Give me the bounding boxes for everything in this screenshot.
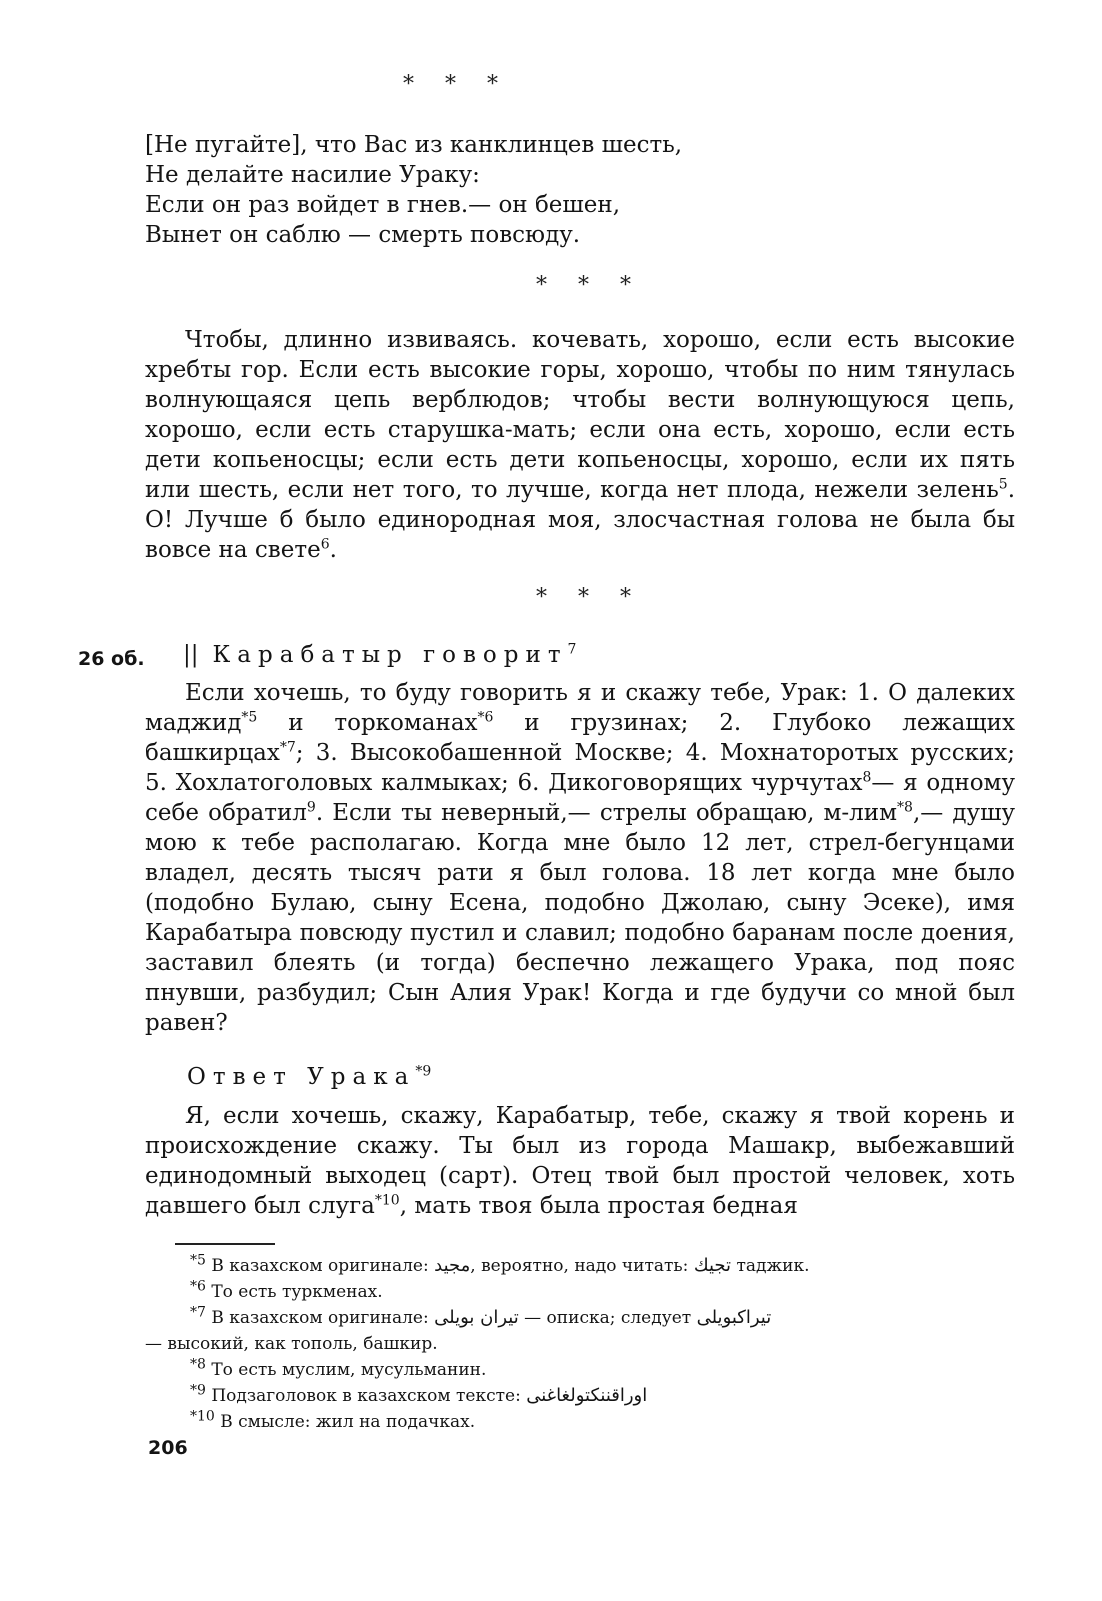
section-separator: * * *	[403, 72, 510, 97]
footnote-ref: 5	[998, 476, 1008, 493]
footnote-ref: *10	[374, 1192, 400, 1209]
footnote: $^{*9}$ Подзаголовок в казахском тексте: اوراقننكتولغاغنی	[190, 1382, 648, 1406]
arabic-script-word: تیراكبویلی	[696, 1307, 772, 1328]
footnote-ref: *5	[241, 709, 258, 726]
footnote-divider	[175, 1243, 275, 1245]
poem-line: Если он раз войдет в гнев.— он бешен,	[145, 192, 621, 218]
footnote-ref: *6	[477, 709, 494, 726]
arabic-script-word: تیران بویلی	[434, 1307, 519, 1328]
footnote-ref: 6	[320, 536, 330, 553]
footnote: $^{*5}$ В казахском оригинале: مجید, вероятно, надо читать: تجیك таджик.	[190, 1252, 810, 1276]
section-separator: * * *	[536, 273, 643, 298]
footnote: $^{*10}$ В смысле: жил на подачках.	[190, 1408, 476, 1432]
footnote-ref: *7	[279, 739, 296, 756]
section-heading: || Карабатыр говорит$^7$	[183, 641, 577, 668]
paragraph: Если хочешь, то буду говорить я и скажу тебе, Урак: 1. О далеких маджид$^{*5}$ и торкоманах$^{*6}$ и грузинах; 2. Глубоко лежащих башкирцах$^{*7}$; 3. Высокобашенной Москве; 4. Мохнаторотых русских; 5. Хохлатоголовых калмыках; 6. Дикоговорящих чурчутах$^8$— я одному себе обратил$^9$. Если ты неверный,— стрелы обращаю, м-лим$^{*8}$,— душу мою к тебе располагаю. Когда мне было 12 лет, стрел-бегунцами владел, десять тысяч рати я был голова. 18 лет когда мне было (подобно Булаю, сыну Есена, подобно Джолаю, сыну Эсеке), имя Карабатыра повсюду пустил и славил; подобно баранам после доения, заставил блеять (и тогда) беспечно лежащего Урака, под пояс пнувши, разбудил; Сын Алия Урак! Когда и где будучи со мной был равен?	[145, 680, 1015, 1036]
footnote: $^{*8}$ То есть муслим, мусульманин.	[190, 1356, 487, 1380]
folio-margin-note: 26 об.	[78, 648, 145, 670]
footnote-ref: *8	[897, 799, 913, 816]
arabic-script-word: اوراقننكتولغاغنی	[526, 1385, 648, 1406]
footnote: $^{*6}$ То есть туркменах.	[190, 1278, 383, 1302]
poem-line: Вынет он саблю — смерть повсюду.	[145, 222, 581, 248]
paragraph: Я, если хочешь, скажу, Карабатыр, тебе, скажу я твой корень и происхождение скажу. Ты был из города Машакр, выбежавший единодомный выходец (сарт). Отец твой был простой человек, хоть давшего был слуга$^{*10}$, мать твоя была простая бедная	[145, 1103, 1015, 1219]
poem-line: [Не пугайте], что Вас из канклинцев шесть,	[145, 132, 683, 158]
footnote-ref: 9	[306, 799, 316, 816]
footnote: $^{*7}$ В казахском оригинале: تیران بویلی — описка; следует تیراكبویلی	[190, 1304, 772, 1328]
section-separator: * * *	[536, 585, 643, 610]
arabic-script-word: مجید	[434, 1255, 471, 1276]
footnote-ref: *9	[415, 1063, 432, 1080]
footnote-ref: 8	[862, 769, 872, 786]
footnotes	[145, 1253, 1015, 1435]
footnote-continuation: — высокий, как тополь, башкир.	[145, 1334, 438, 1354]
poem-stanza	[145, 130, 682, 250]
footnote-ref: 7	[567, 641, 577, 658]
folio-break-mark: ||	[183, 642, 199, 668]
page-number: 206	[148, 1437, 188, 1459]
poem-line: Не делайте насилие Ураку:	[145, 162, 480, 188]
arabic-script-word: تجیك	[693, 1255, 732, 1276]
section-heading: Ответ Урака$^{*9}$	[187, 1063, 432, 1090]
paragraph: Чтобы, длинно извиваясь. кочевать, хорошо, если есть высокие хребты гор. Если есть высокие горы, хорошо, чтобы по ним тянулась волнующаяся цепь верблюдов; чтобы вести волнующуюся цепь, хорошо, если есть старушка-мать; если она есть, хорошо, если есть дети копьеносцы; если есть дети копьеносцы, хорошо, если их пять или шесть, если нет того, то лучше, когда нет плода, нежели зелень$^5$. О! Лучше б было единородная моя, злосчастная голова не была бы вовсе на свете$^6$.	[145, 327, 1015, 563]
